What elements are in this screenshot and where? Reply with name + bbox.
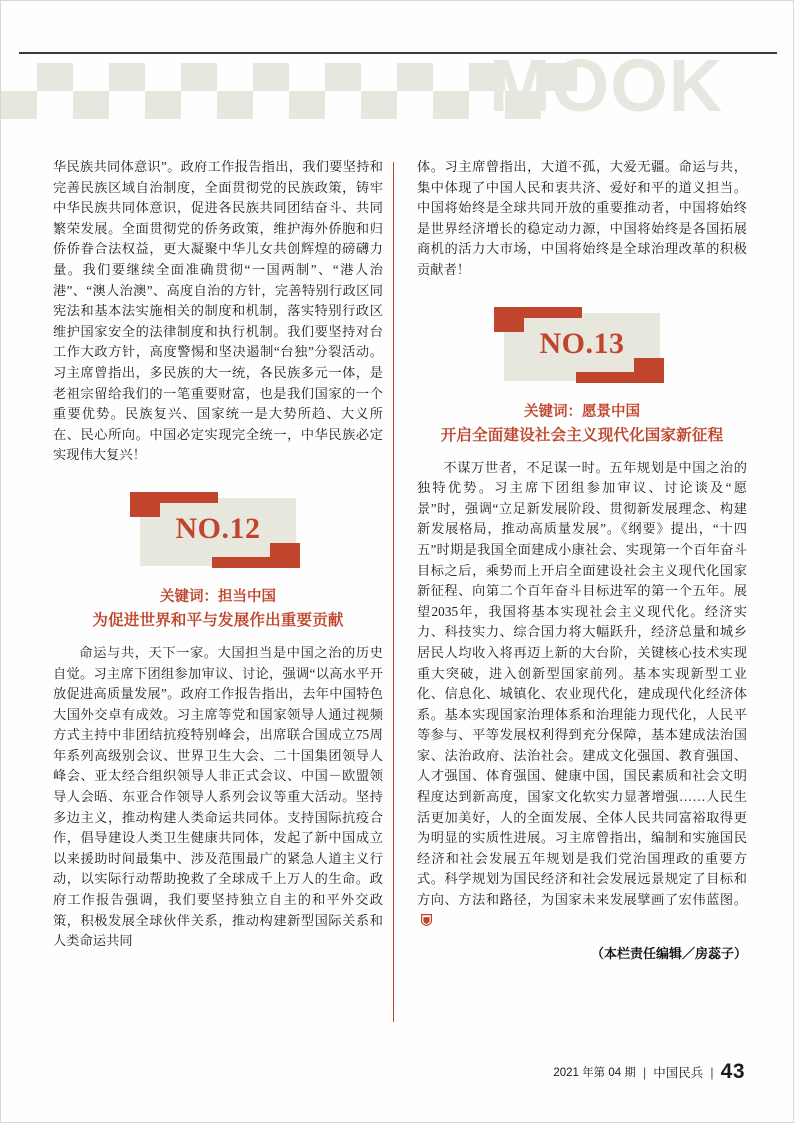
checkerboard-pattern-icon bbox=[1, 63, 561, 119]
left-column bbox=[53, 157, 383, 952]
checker-square bbox=[109, 63, 145, 91]
right-continued-paragraph: 体。习主席曾指出，大道不孤，大爱无疆。命运与共，集中体现了中国人民和衷共济、爱好和平的道义担当。中国将始终是全球共同开放的重要推动者，中国将始终是世界经济增长的稳定动力源，中国将始终是各国拓展商机的活力大市场，中国将始终是全球治理改革的积极贡献者！ bbox=[417, 159, 747, 277]
checker-square bbox=[289, 91, 325, 119]
checker-square bbox=[217, 91, 253, 119]
left-section-paragraph: 命运与共，天下一家。大国担当是中国之治的历史自觉。习主席下团组参加审议、讨论，强调“以高水平开放促进高质量发展”。政府工作报告指出，去年中国特色大国外交卓有成效。习主席等党和国家领导人通过视频方式主持中非团结抗疫特别峰会，出席联合国成立75周年系列高级别会议、世界卫生大会、二十国集团领导人峰会、亚太经合组织领导人非正式会议、中国－欧盟领导人会晤、东亚合作领导人系列会议等重大活动。坚持多边主义，推动构建人类命运共同体。支持国际抗疫合作，倡导建设人类卫生健康共同体，发起了新中国成立以来援助时间最集中、涉及范围最广的紧急人道主义行动，以实际行动帮助挽救了全球成千上万人的生命。政府工作报告强调，我们要坚持独立自主的和平外交政策，积极发展全球伙伴关系，推动构建新型国际关系和人类命运共同 bbox=[53, 644, 383, 949]
checker-square bbox=[37, 63, 73, 91]
section-no13 bbox=[417, 307, 747, 448]
section-number-no13: NO.13 bbox=[539, 326, 625, 360]
checker-square bbox=[253, 63, 289, 91]
section-title-no12: 为促进世界和平与发展作出重要贡献 bbox=[92, 611, 344, 629]
checker-square bbox=[361, 91, 397, 119]
red-shield-endmark-icon bbox=[421, 914, 432, 926]
section-number-no12: NO.12 bbox=[175, 511, 261, 545]
right-section-paragraph bbox=[417, 458, 747, 932]
left-continued-paragraph: 华民族共同体意识”。政府工作报告指出，我们要坚持和完善民族区域自治制度，全面贯彻党的民族政策，铸牢中华民族共同体意识，促进各民族共同团结奋斗、共同繁荣发展。全面贯彻党的侨务政策，维护海外侨胞和归侨侨眷合法权益，更大凝聚中华儿女共创辉煌的磅礴力量。我们要继续全面准确贯彻“一国两制”、“港人治港”、“澳人治澳”、高度自治的方针，完善特别行政区同宪法和基本法实施相关的制度和机制，落实特别行政区维护国家安全的法律制度和执行机制。我们要坚持对台工作大政方针，高度警惕和坚决遏制“台独”分裂活动。习主席曾指出，多民族的大一统，各民族多元一体，是老祖宗留给我们的一笔重要财富，也是我们国家的一个重要优势。民族复兴、国家统一是大势所趋、大义所在、民心所向。中国必定实现完全统一，中华民族必定实现伟大复兴！ bbox=[53, 159, 383, 463]
section-keyword-no12: 关键词：担当中国 bbox=[160, 588, 276, 605]
page-footer bbox=[553, 1060, 745, 1084]
section-keyword-no13: 关键词：愿景中国 bbox=[524, 403, 640, 420]
badge-corner-bottom-right-block bbox=[634, 358, 664, 383]
checker-square bbox=[433, 91, 469, 119]
mook-wordmark: MOOK bbox=[489, 44, 724, 127]
page-header bbox=[1, 1, 794, 151]
right-section-paragraph-text: 不谋万世者，不足谋一时。五年规划是中国之治的独特优势。习主席下团组参加审议、讨论谈及“愿景”时，强调“立足新发展阶段、贯彻新发展理念、构建新发展格局，推动高质量发展”。《纲要》提出，“十四五”时期是我国全面建成小康社会、实现第一个百年奋斗目标之后，乘势而上开启全面建设社会主义现代化国家新征程、向第二个百年奋斗目标进军的第一个五年。展望2035年，我国将基本实现社会主义现代化。经济实力、科技实力、综合国力将大幅跃升，经济总量和城乡居民人均收入将再迈上新的大台阶，关键核心技术实现重大突破，进入创新型国家前列。基本实现新型工业化、信息化、城镇化、农业现代化，建成现代化经济体系。基本实现国家治理体系和治理能力现代化，人民平等参与、平等发展权利得到充分保障，基本建成法治国家、法治政府、法治社会。建成文化强国、教育强国、人才强国、体育强国、健康中国，国民素质和社会文明程度达到新高度，国家文化软实力显著增强……人民生活更加美好，人的全面发展、全体人民共同富裕取得更为明显的实质性进展。习主席曾指出，编制和实施国民经济和社会发展五年规划是我们党治国理政的重要方式。科学规划为国民经济和社会发展远景规定了目标和方向、方法和路径，为国家未来发展擘画了宏伟蓝图。 bbox=[417, 459, 747, 908]
footer-separator-1: | bbox=[642, 1064, 647, 1080]
checker-square bbox=[325, 63, 361, 91]
badge-corner-bottom-right-block bbox=[270, 543, 300, 568]
checker-square bbox=[181, 63, 217, 91]
right-column bbox=[417, 157, 747, 962]
checker-square bbox=[73, 91, 109, 119]
editor-byline: （本栏责任编辑／房蕊子） bbox=[590, 946, 747, 962]
article-body bbox=[53, 157, 747, 1037]
footer-magazine-name: 中国民兵 bbox=[653, 1066, 704, 1080]
footer-issue: 2021 年第 04 期 bbox=[553, 1067, 636, 1079]
section-badge-no12 bbox=[130, 492, 306, 572]
section-title-no13: 开启全面建设社会主义现代化国家新征程 bbox=[440, 426, 724, 444]
footer-page-number: 43 bbox=[720, 1060, 745, 1083]
checker-square bbox=[145, 91, 181, 119]
section-badge-no13 bbox=[494, 307, 670, 387]
section-no12 bbox=[53, 492, 383, 633]
checker-square bbox=[397, 63, 433, 91]
footer-separator-2: | bbox=[710, 1064, 714, 1080]
column-divider bbox=[393, 162, 394, 1022]
checker-square bbox=[1, 91, 37, 119]
